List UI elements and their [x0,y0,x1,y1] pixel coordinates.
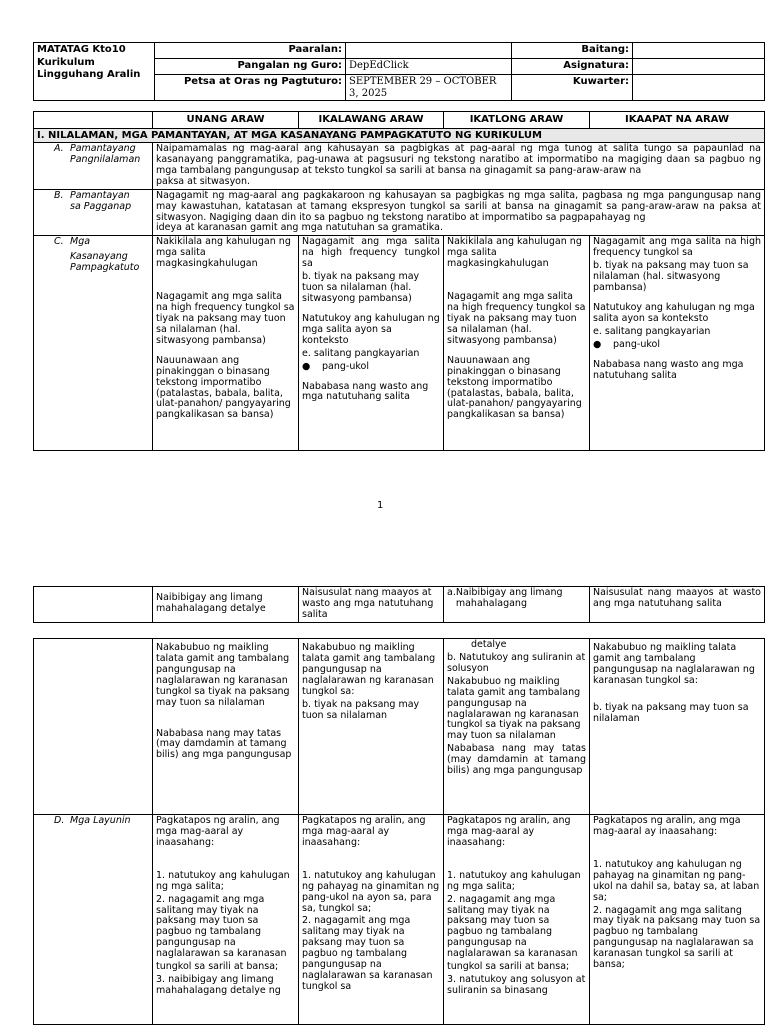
column-header-day1: UNANG ARAW [153,112,299,129]
petsa-value: SEPTEMBER 29 – OCTOBER 3, 2025 [346,75,512,101]
petsa-label: Petsa at Oras ng Pagtuturo: [155,75,346,101]
page2-row2-day3: detalye b. Natutukoy ang suliranin at solusyon Nakabubuo ng maikling talata gamit ang tambalang pangungusap na naglalarawan ng karanasan tungkol sa tiyak na paksang may tuon sa nilalaman Nababasa nang may tatas (may damdamin at tamang bilis) ang mga pangungusap [444,639,590,815]
pamantayan-sa-pagganap-text: Nagagamit ng mag-aaral ang pagkakaroon ng kahusayan sa pagbigkas ng mga salita, pagbasa ng mga pangungusap nang may kawastuhan, katatasan at tamang ekspresyon tungkol sa sarili at bansa na ginagamit sa pang-araw-araw na paksa at sitwasyon. Nagiging daan din ito sa pagbuo ng tekstong naratibo at impormatibo sa pagpapahayag ng ideya at karanasan gamit ang mga natutuhan sa gramatika. [153,189,765,236]
page2-row1-label [34,587,153,623]
asignatura-label: Asignatura: [512,59,633,75]
row-label-mga-layunin: D. Mga Layunin [34,815,153,1025]
row-label-pamantayang-pangnilalaman: A. Pamantayang Pangnilalaman [34,143,153,190]
bullet-icon: ● [302,360,311,372]
header-table [33,42,765,101]
page2-row1-day1: Naibibigay ang limang mahahalagang detalye [153,587,299,623]
column-header-day4: IKAAPAT NA ARAW [590,112,765,129]
kuwarter-label: Kuwarter: [512,75,633,101]
asignatura-value [633,59,765,75]
page2-row2-day2: Nakabubuo ng maikling talata gamit ang tambalang pangungusap na naglalarawan ng karanasan tungkol sa: b. tiyak na paksang may tuon sa nilalaman [299,639,444,815]
baitang-value [633,43,765,59]
bullet-icon: ● [593,338,602,350]
kasanayang-day2: Nagagamit ang mga salita na high frequency tungkol sa b. tiyak na paksang may tuon sa nilalaman (hal. sitwasyong pambansa) Natutukoy ang kahulugan ng mga salita ayon sa konteksto e. salitang pangkayarian ● pang-ukol Nababasa nang wasto ang mga natutuhang salita [299,236,444,451]
column-header-blank [34,112,153,129]
layunin-day4: Pagkatapos ng aralin, ang mga mag-aaral ay inaasahang: 1. natutukoy ang kahulugan ng pahayag na ginamitan ng pang-ukol na dahil sa, batay sa, at laban sa; 2. nagagamit ang mga salitang may tiyak na paksang may tuon sa pagbuo ng tambalang pangungusap na naglalarawan sa karanasan tungkol sa sarili at bansa; [590,815,765,1025]
lesson-table-page2-top [33,586,765,623]
row-label-kasanayang-pampagkatuto: C. Mga Kasanayang Pampagkatuto [34,236,153,451]
guro-value: DepEdClick [346,59,512,75]
column-header-day3: IKATLONG ARAW [444,112,590,129]
baitang-label: Baitang: [512,43,633,59]
guro-label: Pangalan ng Guro: [155,59,346,75]
layunin-day2: Pagkatapos ng aralin, ang mga mag-aaral ay inaasahang: 1. natutukoy ang kahulugan ng pahayag na ginamitan ng pang-ukol na ayon sa, para sa, tungkol sa; 2. nagagamit ang mga salitang may tiyak na paksang may tuon sa pagbuo ng tambalang pangungusap na naglalarawan sa karanasan tungkol sa [299,815,444,1025]
column-header-day2: IKALAWANG ARAW [299,112,444,129]
section-heading: I. NILALAMAN, MGA PAMANTAYAN, AT MGA KASANAYANG PAMPAGKATUTO NG KURIKULUM [34,128,765,143]
lesson-table-page1 [33,111,765,451]
page2-row1-day4: Naisusulat nang maayos at wasto ang mga natutuhang salita [590,587,765,623]
page2-row2-day1: Nakabubuo ng maikling talata gamit ang tambalang pangungusap na naglalarawan ng karanasan tungkol sa tiyak na paksang may tuon sa nilalaman Nababasa nang may tatas (may damdamin at tamang bilis) ang mga pangungusap [153,639,299,815]
page2-row1-day3: a. Naibibigay ang limang mahahalagang [444,587,590,623]
paaralan-value [346,43,512,59]
kasanayang-day4: Nagagamit ang mga salita na high frequency tungkol sa b. tiyak na paksang may tuon sa nilalaman (hal. sitwasyong pambansa) Natutukoy ang kahulugan ng mga salita ayon sa konteksto e. salitang pangkayarian ● pang-ukol Nababasa nang wasto ang mga natutuhang salita [590,236,765,451]
kasanayang-day1: Nakikilala ang kahulugan ng mga salita magkasingkahulugan Nagagamit ang mga salita na high frequency tungkol sa tiyak na paksang may tuon sa nilalaman (hal. sitwasyong pambansa) Nauunawaan ang pinakinggan o binasang tekstong impormatibo (patalastas, babala, balita, ulat-panahon/ pangyayaring pangkalikasan sa bansa) [153,236,299,451]
layunin-day3: Pagkatapos ng aralin, ang mga mag-aaral ay inaasahang: 1. natutukoy ang kahulugan ng mga salita; 2. nagagamit ang mga salitang may tiyak na paksang may tuon sa pagbuo ng tambalang pangungusap na naglalarawan sa karanasan tungkol sa sarili at bansa; 3. natutukoy ang solusyon at suliranin sa binasang [444,815,590,1025]
page2-row2-day4: Nakabubuo ng maikling talata gamit ang tambalang pangungusap na naglalarawan ng karanasan tungkol sa: b. tiyak na paksang may tuon sa nilalaman [590,639,765,815]
row-label-pamantayan-sa-pagganap: B. Pamantayan sa Pagganap [34,189,153,236]
layunin-day1: Pagkatapos ng aralin, ang mga mag-aaral ay inaasahang: 1. natutukoy ang kahulugan ng mga salita; 2. nagagamit ang mga salitang may tiyak na paksang may tuon sa pagbuo ng tambalang pangungusap na naglalarawan sa karanasan tungkol sa sarili at bansa; 3. naibibigay ang limang mahahalagang detalye ng [153,815,299,1025]
page2-row1-day2: Naisusulat nang maayos at wasto ang mga natutuhang salita [299,587,444,623]
page-number: 1 [377,500,384,511]
page2-row2-label [34,639,153,815]
header-curriculum-label: MATATAG Kto10 Kurikulum Lingguhang Aralin [34,43,155,101]
paaralan-label: Paaralan: [155,43,346,59]
kasanayang-day3: Nakikilala ang kahulugan ng mga salita magkasingkahulugan Nagagamit ang mga salita na high frequency tungkol sa tiyak na paksang may tuon sa nilalaman (hal. sitwasyong pambansa) Nauunawaan ang pinakinggan o binasang tekstong impormatibo (patalastas, babala, balita, ulat-panahon/ pangyayaring pangkalikasan sa bansa) [444,236,590,451]
pamantayang-pangnilalaman-text: Naipamamalas ng mag-aaral ang kahusayan sa pagbigkas at pag-aaral ng mga tunog at salita tungo sa papaunlad na kasanayang panggramatika, pag-unawa at pagsusuri ng tekstong naratibo at impormatibo na magiging daan sa pagbuo ng mga tambalang pangungusap at teksto tungkol sa sarili at bansa na ginagamit sa pang-araw-araw na paksa at sitwasyon. [153,143,765,190]
lesson-table-page2 [33,638,765,1025]
kuwarter-value [633,75,765,101]
